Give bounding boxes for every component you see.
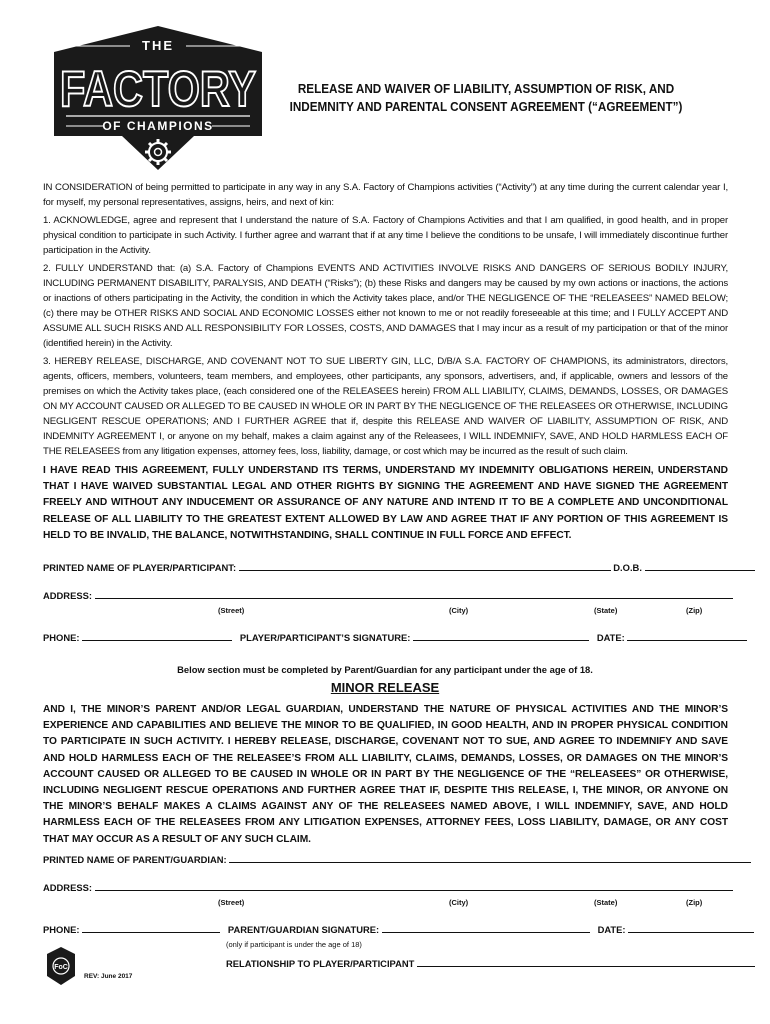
acknowledgement-paragraph: I HAVE READ THIS AGREEMENT, FULLY UNDERSTAND ITS TERMS, UNDERSTAND MY INDEMNITY OBLIGATIONS HEREIN, UNDERSTAND THAT I HAVE WAIVED SUBSTANTIAL LEGAL AND OTHER RIGHTS BY SIGNING THE AGREEMENT AND HAVE SIGNED THE AGREEMENT FREELY AND WITHOUT ANY INDUCEMENT OR ASSURANCE OF ANY NATURE AND INTEND IT TO BE A COMPLETE AND UNCONDITIONAL RELEASE OF ALL LIABILITY TO THE GREATEST EXTENT ALLOWED BY LAW AND AGREE THAT IF ANY PORTION OF THIS AGREEMENT IS HELD TO BE INVALID, THE BALANCE, NOTWITHSTANDING, SHALL CONTINUE IN FULL FORCE AND EFFECT. — [43, 465, 728, 541]
clause-1: 1. ACKNOWLEDGE, agree and represent that I understand the nature of S.A. Factory of Champions Activities and that I am qualified, in good health, and in proper physical condition to participate in such Activity. I further agree and warrant that if at any time I believe the conditions to be unsafe, I will immediately discontinue further participation in the Activity. — [43, 215, 728, 256]
revision-date: REV: June 2017 — [84, 973, 133, 980]
title-line-2: INDEMNITY AND PARENTAL CONSENT AGREEMENT (“AGREEMENT”) — [289, 99, 683, 114]
factory-of-champions-logo — [44, 24, 272, 172]
title-line-1: RELEASE AND WAIVER OF LIABILITY, ASSUMPTION OF RISK, AND — [297, 81, 675, 96]
date-field[interactable] — [627, 630, 747, 641]
minor-release-heading: MINOR RELEASE — [330, 680, 440, 695]
guardian-date-label: DATE: — [597, 924, 626, 935]
guardian-zip-caption: (Zip) — [686, 898, 703, 907]
logo-the-text: THE — [142, 38, 174, 53]
guardian-street-caption: (Street) — [218, 898, 245, 907]
zip-caption: (Zip) — [686, 606, 703, 615]
participant-name-label: PRINTED NAME OF PLAYER/PARTICIPANT: — [43, 562, 237, 573]
guardian-notice: Below section must be completed by Parent/Guardian for any participant under the age of 18. — [177, 664, 593, 675]
guardian-name-label: PRINTED NAME OF PARENT/GUARDIAN: — [43, 854, 227, 865]
document-title — [288, 80, 684, 116]
guardian-city-caption: (City) — [449, 898, 469, 907]
dob-label: D.O.B. — [613, 562, 642, 573]
guardian-phone-row — [43, 922, 728, 935]
guardian-signature-field[interactable] — [382, 922, 590, 933]
footer-logo-text: FoC — [54, 964, 68, 971]
date-label: DATE: — [596, 632, 625, 643]
participant-signature-label: PLAYER/PARTICIPANT’S SIGNATURE: — [239, 632, 411, 643]
agreement-body — [43, 180, 728, 544]
guardian-name-field[interactable] — [229, 852, 751, 863]
participant-address-field[interactable] — [95, 588, 733, 599]
relationship-row — [226, 956, 726, 969]
participant-phone-row — [43, 630, 728, 643]
footer-logo — [44, 946, 78, 986]
guardian-address-field[interactable] — [95, 880, 733, 891]
participant-name-field[interactable] — [239, 560, 611, 571]
guardian-signature-label: PARENT/GUARDIAN SIGNATURE: — [227, 924, 380, 935]
city-caption: (City) — [449, 606, 469, 615]
guardian-date-field[interactable] — [628, 922, 754, 933]
guardian-phone-field[interactable] — [82, 922, 220, 933]
dob-field[interactable] — [645, 560, 755, 571]
participant-signature-field[interactable] — [413, 630, 589, 641]
minor-release-body — [43, 702, 728, 848]
clause-3: 3. HEREBY RELEASE, DISCHARGE, AND COVENANT NOT TO SUE LIBERTY GIN, LLC, D/B/A S.A. FACTORY OF CHAMPIONS, its administrators, directors, agents, officers, members, volunteers, team members, and employees, other participants, any sponsors, advertisers, and, if applicable, owners and lessors of the premises on which the Activity takes place, (each considered one of the RELEASEES herein) FROM ALL LIABILITY, CLAIMS, DEMANDS, LOSSES, OR DAMAGES ON MY ACCOUNT CAUSED OR ALLEGED TO BE CAUSED IN WHOLE OR IN PART BY THE NEGLIGENCE OF THE RELEASEES OR OTHERWISE, INCLUDING NEGLIGENT RESCUE OPERATIONS; AND I FURTHER AGREE that if, despite this RELEASE AND WAIVER OF LIABILITY, ASSUMPTION OF RISK, AND INDEMNITY AGREEMENT I, or anyone on my behalf, makes a claim against any of the Releasees, I WILL INDEMNIFY, SAVE, AND HOLD HARMLESS EACH OF THE RELEASEES from any litigation expenses, attorney fees, loss, liability, damage, or cost which may be incurred as the result of such claim. — [43, 356, 728, 457]
logo-champions-text: OF CHAMPIONS — [102, 119, 214, 133]
participant-address-row — [43, 588, 728, 601]
relationship-field[interactable] — [417, 956, 755, 967]
guardian-phone-label: PHONE: — [43, 924, 80, 935]
guardian-state-caption: (State) — [594, 898, 618, 907]
participant-name-row — [43, 560, 728, 573]
phone-label: PHONE: — [43, 632, 80, 643]
street-caption: (Street) — [218, 606, 245, 615]
minor-release-text: AND I, THE MINOR’S PARENT AND/OR LEGAL GUARDIAN, UNDERSTAND THE NATURE OF PHYSICAL ACTIVITIES AND THE MINOR’S EXPERIENCE AND CAPABILITIES AND BELIEVE THE MINOR TO BE QUALIFIED, IN GOOD HEALTH, AND IN PROPER PHYSICAL CONDITION TO PARTICIPATE IN SUCH ACTIVITY. I HEREBY RELEASE, DISCHARGE, COVENANT NOT TO SUE, AND AGREE TO INDEMNIFY AND SAVE AND HOLD HARMLESS EACH OF THE RELEASEE’S FROM ALL LIABILITY, CLAIMS, DEMANDS, LOSSES, OR DAMAGES ON THE MINOR’S ACCOUNT CAUSED OR ALLEGED TO BE CAUSED IN WHOLE OR IN PART BY THE NEGLIGENCE OF THE “RELEASEES” OR OTHERWISE, INCLUDING NEGLIGENT RESCUE OPERATIONS AND FURTHER AGREE THAT IF, DESPITE THIS RELEASE, I, THE MINOR, OR ANYONE ON THE MINOR’S BEHALF MAKES A CLAIMS AGAINST ANY OF THE RELEASEES NAMED ABOVE, I WILL INDEMNIFY, SAVE, AND HOLD HARMLESS EACH OF THE RELEASEES FROM ANY LITIGATION EXPENSES, ATTORNEY FEES, LOSS LIABILITY, DAMAGE, OR ANY COST THAT MAY OCCUR AS A RESULT OF ANY SUCH CLAIM. — [43, 704, 728, 845]
guardian-address-row — [43, 880, 728, 893]
logo-factory-text: FACTORY — [60, 61, 256, 117]
relationship-label: RELATIONSHIP TO PLAYER/PARTICIPANT — [226, 958, 415, 969]
clause-2: 2. FULLY UNDERSTAND that: (a) S.A. Factory of Champions EVENTS AND ACTIVITIES INVOLVE RISKS AND DANGERS OF SERIOUS BODILY INJURY, INCLUDING PERMANENT DISABILITY, PARALYSIS, AND DEATH (“Risks”); (b) these Risks and dangers may be caused by my own actions or inactions, the actions or inactions of others participating in the Activity, the condition in which the Activity takes place, and/or THE NEGLIGENCE OF THE “RELEASEES” NAMED BELOW; (c) there may be OTHER RISKS AND SOCIAL AND ECONOMIC LOSSES either not known to me or not readily foreseeable at this time; and I FULLY ACCEPT AND ASSUME ALL SUCH RISKS AND ALL RESPONSIBILITY FOR LOSSES, COSTS, AND DAMAGES that I may incur as a result of my participation or that of the minor (identified herein) in the Activity. — [43, 263, 728, 349]
guardian-address-label: ADDRESS: — [43, 882, 92, 893]
phone-field[interactable] — [82, 630, 232, 641]
guardian-name-row — [43, 852, 728, 865]
intro-paragraph: IN CONSIDERATION of being permitted to participate in any way in any S.A. Factory of Champions activities (“Activity”) at any time during the current calendar year I, for myself, my personal representatives, assigns, heirs, and next of kin: — [43, 182, 728, 208]
state-caption: (State) — [594, 606, 618, 615]
signature-note: (only if participant is under the age of 18) — [226, 940, 362, 949]
participant-address-label: ADDRESS: — [43, 590, 92, 601]
